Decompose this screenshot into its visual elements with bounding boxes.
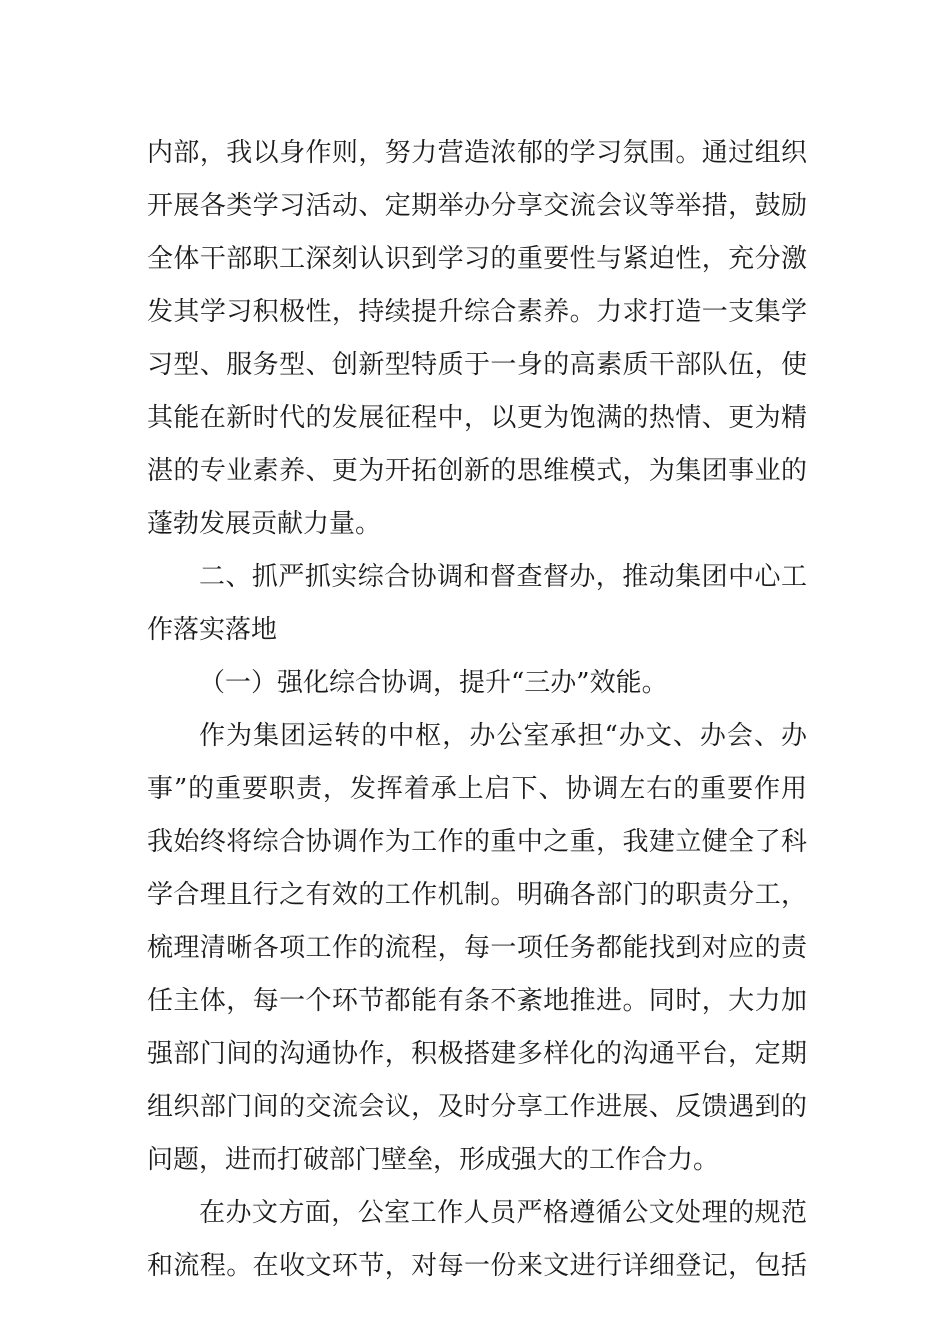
text-line: 其能在新时代的发展征程中，以更为饱满的热情、更为精 [147, 403, 807, 433]
text-line: 发其学习积极性，持续提升综合素养。力求打造一支集学 [147, 297, 807, 327]
text-line: 习型、服务型、创新型特质于一身的高素质干部队伍，使 [147, 350, 807, 380]
text-line: 学合理且行之有效的工作机制。明确各部门的职责分工， [147, 880, 807, 910]
text-line: 全体干部职工深刻认识到学习的重要性与紧迫性，充分激 [147, 244, 807, 274]
text-line: 强部门间的沟通协作，积极搭建多样化的沟通平台，定期 [147, 1039, 807, 1069]
text-line: 开展各类学习活动、定期举办分享交流会议等举措，鼓励 [147, 191, 807, 221]
text-line: 问题，进而打破部门壁垒，形成强大的工作合力。 [147, 1145, 720, 1175]
section-heading: 作落实落地 [147, 615, 278, 645]
subsection-heading: （一）强化综合协调，提升“三办”效能。 [199, 668, 668, 698]
text-line: 在办文方面，公室工作人员严格遵循公文处理的规范 [199, 1198, 807, 1228]
text-line: 任主体，每一个环节都能有条不紊地推进。同时，大力加 [147, 986, 807, 1016]
section-heading: 二、抓严抓实综合协调和督查督办，推动集团中心工 [199, 562, 807, 592]
text-line: 梳理清晰各项工作的流程，每一项任务都能找到对应的责 [147, 933, 807, 963]
text-line: 事”的重要职责，发挥着承上启下、协调左右的重要作用 [147, 774, 807, 804]
text-line: 我始终将综合协调作为工作的重中之重，我建立健全了科 [147, 827, 807, 857]
text-line: 内部，我以身作则，努力营造浓郁的学习氛围。通过组织 [147, 138, 807, 168]
text-line: 湛的专业素养、更为开拓创新的思维模式，为集团事业的 [147, 456, 807, 486]
text-line: 作为集团运转的中枢，办公室承担“办文、办会、办 [199, 721, 807, 751]
text-line: 组织部门间的交流会议，及时分享工作进展、反馈遇到的 [147, 1092, 807, 1122]
text-line: 和流程。在收文环节，对每一份来文进行详细登记，包括 [147, 1251, 807, 1281]
text-line: 蓬勃发展贡献力量。 [147, 509, 382, 539]
